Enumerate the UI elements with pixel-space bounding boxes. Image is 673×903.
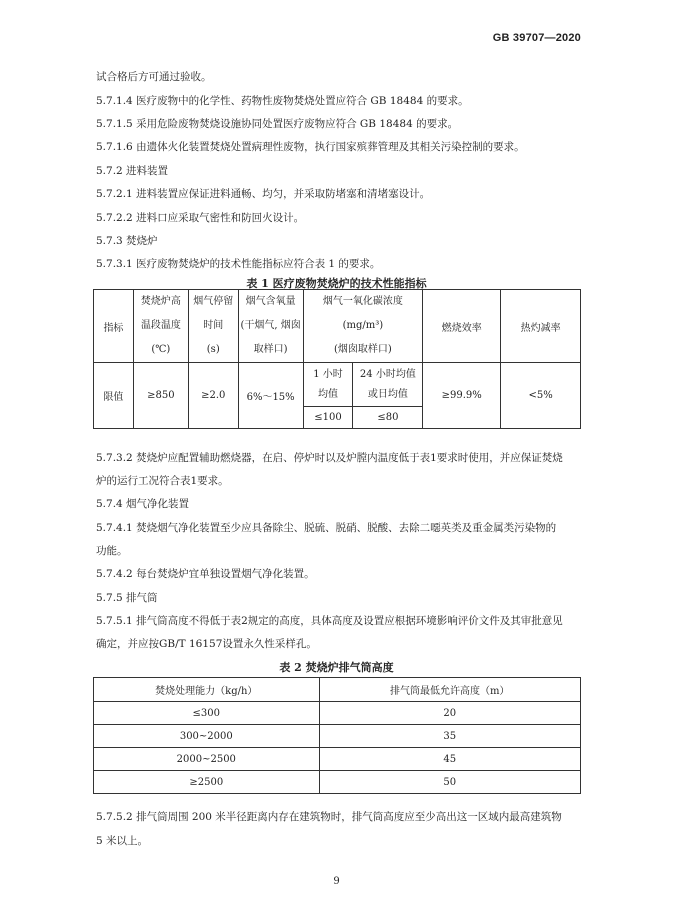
table1-header-ignition-loss: 热灼减率 bbox=[501, 290, 581, 363]
table1-caption: 表 1 医疗废物焚烧炉的技术性能指标 bbox=[246, 277, 427, 290]
table2-caption: 表 2 焚烧炉排气筒高度 bbox=[279, 661, 394, 674]
paragraph: 5.7.3.1 医疗废物焚烧炉的技术性能指标应符合表 1 的要求。 bbox=[96, 258, 381, 270]
paragraph: 5.7.2.1 进料装置应保证进料通畅、均匀，并采取防堵塞和清堵塞设计。 bbox=[96, 188, 431, 200]
table1-val-efficiency: ≥99.9% bbox=[423, 363, 501, 429]
paragraph: 5.7.5.1 排气筒高度不得低于表2规定的高度，具体高度及设置应根据环境影响评价文件及其审批意见 bbox=[96, 615, 563, 627]
table1-header-indicator: 指标 bbox=[94, 290, 134, 363]
table-row bbox=[94, 748, 581, 771]
table1-co-sub2: 24 小时均值 或日均值 bbox=[353, 363, 423, 407]
table-row bbox=[94, 725, 581, 748]
paragraph: 5.7.5.2 排气筒周围 200 米半径距离内存在建筑物时，排气筒高度应至少高出这一区域内最高建筑物 bbox=[96, 811, 562, 823]
table2-header-capacity: 焚烧处理能力（kg/h） bbox=[94, 678, 320, 702]
paragraph: 5.7.1.4 医疗废物中的化学性、药物性废物焚烧处置应符合 GB 18484 的要求。 bbox=[96, 95, 469, 107]
table1-header-temp: 焚烧炉高 温段温度 (℃) bbox=[133, 290, 188, 363]
table-row bbox=[94, 702, 581, 725]
table2-capacity: ≤300 bbox=[94, 702, 320, 725]
table2-height: 20 bbox=[319, 702, 580, 725]
table2-height: 35 bbox=[319, 725, 580, 748]
paragraph: 功能。 bbox=[96, 545, 128, 557]
table2-height: 50 bbox=[319, 771, 580, 794]
table1-val-oxygen: 6%～15% bbox=[238, 363, 303, 429]
table1 bbox=[93, 289, 581, 429]
table2-header-height: 排气筒最低允许高度（m） bbox=[319, 678, 580, 702]
paragraph: 5.7.3.2 焚烧炉应配置辅助燃烧器，在启、停炉时以及炉膛内温度低于表1要求时使用，并应保证焚烧 bbox=[96, 452, 563, 464]
table2-capacity: ≥2500 bbox=[94, 771, 320, 794]
table1-val-ignition-loss: <5% bbox=[501, 363, 581, 429]
page-number: 9 bbox=[333, 876, 340, 887]
section-heading: 5.7.5 排气筒 bbox=[96, 592, 158, 604]
table1-co-sub1: 1 小时 均值 bbox=[303, 363, 353, 407]
paragraph: 5.7.4.2 每台焚烧炉宜单独设置烟气净化装置。 bbox=[96, 568, 315, 580]
table1-val-residence: ≥2.0 bbox=[188, 363, 238, 429]
table1-header-oxygen: 烟气含氧量 (干烟气, 烟囱 取样口) bbox=[238, 290, 303, 363]
table2-height: 45 bbox=[319, 748, 580, 771]
table1-co-val2: ≤80 bbox=[353, 407, 423, 429]
section-heading: 5.7.3 焚烧炉 bbox=[96, 235, 158, 247]
paragraph: 5.7.1.6 由遗体火化装置焚烧处置病理性废物，执行国家殡葬管理及其相关污染控制的要求。 bbox=[96, 141, 525, 153]
table1-co-val1: ≤100 bbox=[303, 407, 353, 429]
standard-code: GB 39707—2020 bbox=[492, 32, 581, 44]
section-heading: 5.7.4 烟气净化装置 bbox=[96, 498, 190, 510]
paragraph: 5.7.4.1 焚烧烟气净化装置至少应具备除尘、脱硫、脱硝、脱酸、去除二噁英类及重金属类污染物的 bbox=[96, 522, 557, 534]
section-heading: 5.7.2 进料装置 bbox=[96, 165, 169, 177]
table1-val-temp: ≥850 bbox=[133, 363, 188, 429]
table2-capacity: 300~2000 bbox=[94, 725, 320, 748]
paragraph: 炉的运行工况符合表1要求。 bbox=[96, 475, 229, 487]
paragraph: 5 米以上。 bbox=[96, 835, 149, 847]
table-row bbox=[94, 771, 581, 794]
table1-header-efficiency: 燃烧效率 bbox=[423, 290, 501, 363]
table2 bbox=[93, 677, 581, 794]
table2-capacity: 2000~2500 bbox=[94, 748, 320, 771]
table1-row-label: 限值 bbox=[94, 363, 134, 429]
table1-header-co: 烟气一氧化碳浓度 (mg/m³) (烟囱取样口) bbox=[303, 290, 423, 363]
paragraph: 5.7.2.2 进料口应采取气密性和防回火设计。 bbox=[96, 212, 305, 224]
paragraph: 5.7.1.5 采用危险废物焚烧设施协同处置医疗废物应符合 GB 18484 的要求。 bbox=[96, 118, 459, 130]
table1-header-residence: 烟气停留 时间 (s) bbox=[188, 290, 238, 363]
paragraph: 试合格后方可通过验收。 bbox=[96, 71, 212, 83]
paragraph: 确定，并应按GB/T 16157设置永久性采样孔。 bbox=[96, 638, 317, 650]
